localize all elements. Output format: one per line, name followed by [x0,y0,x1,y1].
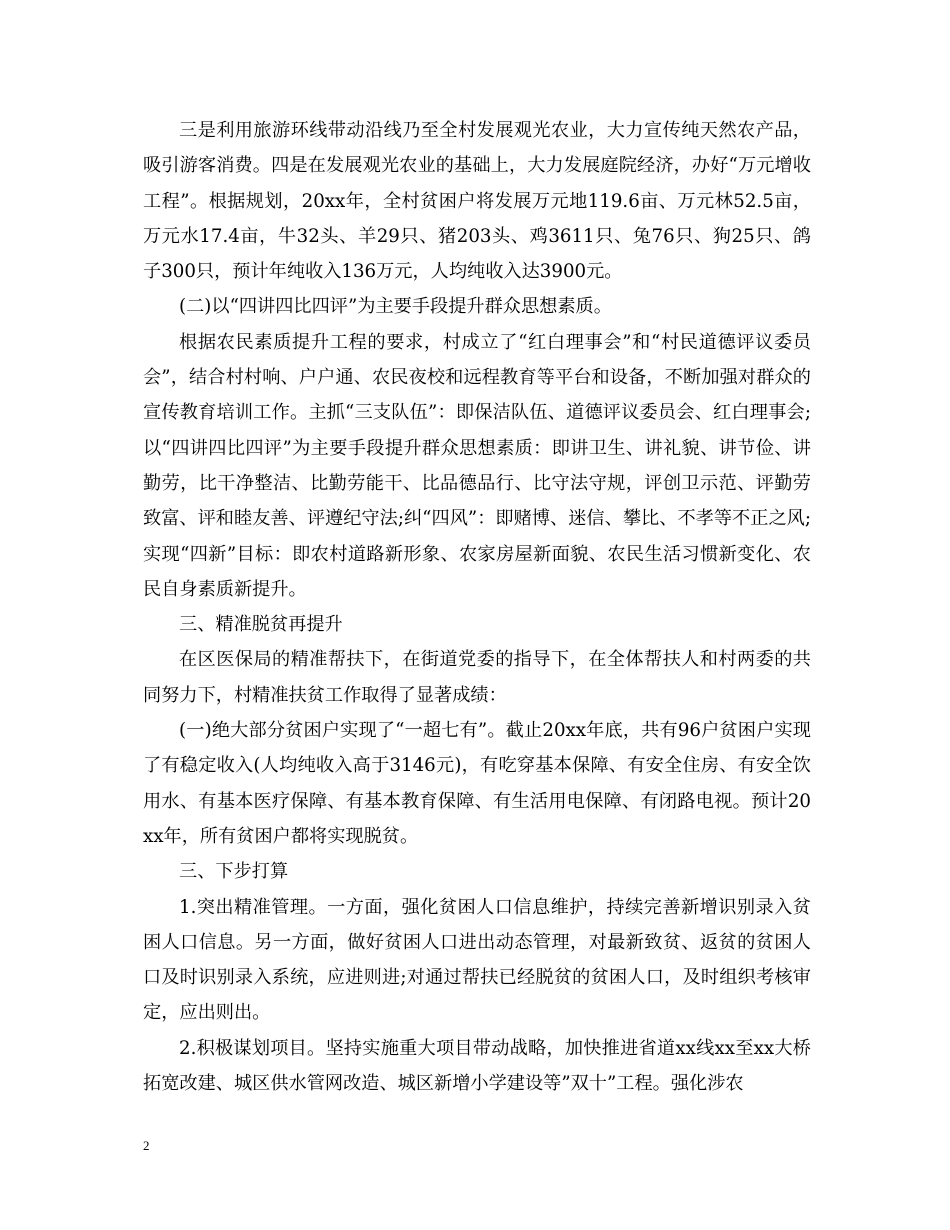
paragraph-project-planning: 2.积极谋划项目。坚持实施重大项目带动战略，加快推进省道xx线xx至xx大桥拓宽改建、城区供水管网改造、城区新增小学建设等”双十”工程。强化涉农 [143,1037,811,1095]
paragraph-subheading-four-talks: (二)以“四讲四比四评”为主要手段提升群众思想素质。 [179,296,612,318]
page-number: 2 [143,1138,150,1153]
paragraph-farmer-quality: 根据农民素质提升工程的要求，村成立了“红白理事会”和“村民道德评议委员会”，结合村村响、户户通、农民夜校和远程教育等平台和设备，不断加强对群众的宣传教育培训工作。主抓“三支队伍”：即保洁队伍、道德评议委员会、红白理事会;以“四讲四比四评”为主要手段提升群众思想素质：即讲卫生、讲礼貌、讲节俭、讲勤劳，比干净整洁、比勤劳能干、比品德品行、比守法守规，评创卫示范、评勤劳致富、评和睦友善、评遵纪守法;纠“四风”：即赌博、迷信、攀比、不孝等不正之风;实现“四新”目标：即农村道路新形象、农家房屋新面貌、农民生活习惯新变化、农民自身素质新提升。 [143,331,811,600]
paragraph-precise-management: 1.突出精准管理。一方面，强化贫困人口信息维护，持续完善新增识别录入贫困人口信息。另一方面，做好贫困人口进出动态管理，对最新致贫、返贫的贫困人口及时识别录入系统，应进则进;对通过帮扶已经脱贫的贫困人口，及时组织考核审定，应出则出。 [143,896,811,1024]
section-heading-poverty-alleviation: 三、精准脱贫再提升 [179,614,343,636]
section-heading-next-steps: 三、下步打算 [179,861,289,883]
paragraph-poverty-achievements: 在区医保局的精准帮扶下，在街道党委的指导下，在全体帮扶人和村两委的共同努力下，村精准扶贫工作取得了显著成绩： [143,649,811,706]
paragraph-one-exceed-seven-have: (一)绝大部分贫困户实现了“一超七有”。截止20xx年底，共有96户贫困户实现了有稳定收入(人均纯收入高于3146元)，有吃穿基本保障、有安全住房、有安全饮用水、有基本医疗保障、有基本教育保障、有生活用电保障、有闭路电视。预计20xx年，所有贫困户都将实现脱贫。 [143,720,811,847]
paragraph-tourism-agriculture: 三是利用旅游环线带动沿线乃至全村发展观光农业，大力宣传纯天然农产品，吸引游客消费。四是在发展观光农业的基础上，大力发展庭院经济，办好“万元增收工程”。根据规划，20xx年，全村贫困户将发展万元地119.6亩、万元林52.5亩，万元水17.4亩，牛32头、羊29只、猪203头、鸡3611只、兔76只、狗25只、鸽子300只，预计年纯收入136万元，人均纯收入达3900元。 [143,120,811,283]
document-body [143,113,811,1101]
